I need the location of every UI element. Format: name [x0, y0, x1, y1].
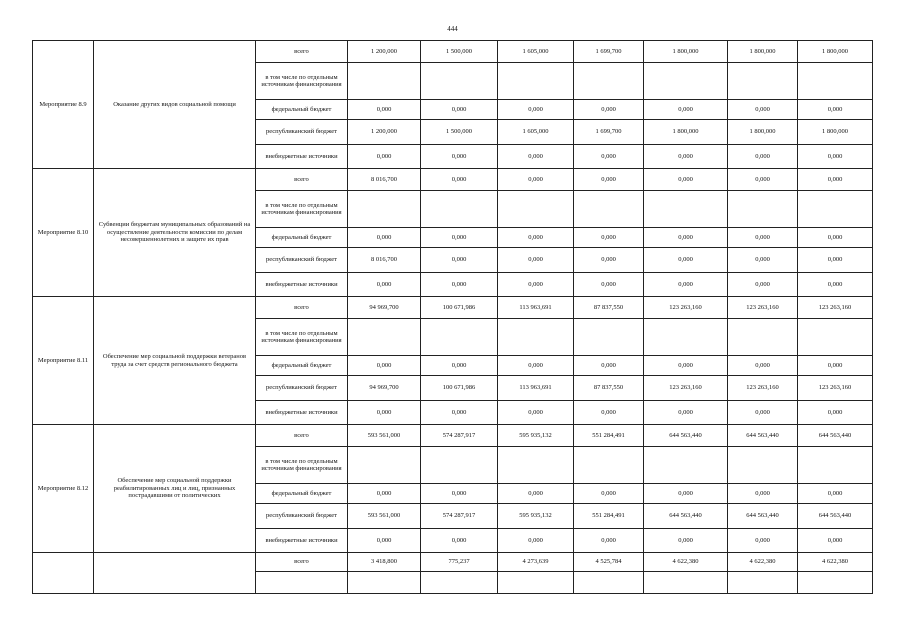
- amount-cell: 1 200,000: [348, 120, 421, 145]
- amount-cell: 0,000: [798, 169, 873, 191]
- amount-cell: 123 263,160: [644, 297, 728, 319]
- amount-cell: 0,000: [798, 273, 873, 297]
- amount-cell: 1 800,000: [728, 120, 798, 145]
- funding-source-label: республиканский бюджет: [256, 376, 348, 401]
- funding-source-label: внебюджетные источники: [256, 273, 348, 297]
- amount-cell: 0,000: [728, 169, 798, 191]
- amount-cell: 0,000: [421, 228, 498, 248]
- amount-cell: 0,000: [498, 529, 574, 553]
- amount-cell: [728, 191, 798, 228]
- amount-cell: [798, 63, 873, 100]
- amount-cell: 0,000: [728, 228, 798, 248]
- amount-cell: 0,000: [421, 356, 498, 376]
- amount-cell: 0,000: [498, 145, 574, 169]
- amount-cell: 551 284,491: [574, 504, 644, 529]
- funding-source-label: федеральный бюджет: [256, 100, 348, 120]
- amount-cell: [348, 191, 421, 228]
- amount-cell: [348, 447, 421, 484]
- amount-cell: [421, 63, 498, 100]
- amount-cell: 4 622,380: [728, 553, 798, 572]
- amount-cell: [574, 319, 644, 356]
- amount-cell: [421, 447, 498, 484]
- amount-cell: 1 500,000: [421, 41, 498, 63]
- amount-cell: 100 671,986: [421, 376, 498, 401]
- amount-cell: 8 016,700: [348, 169, 421, 191]
- amount-cell: 123 263,160: [728, 376, 798, 401]
- amount-cell: 0,000: [728, 401, 798, 425]
- amount-cell: 0,000: [644, 484, 728, 504]
- budget-table: [32, 40, 873, 594]
- table-row: [33, 425, 873, 447]
- amount-cell: [498, 63, 574, 100]
- page-number: 444: [447, 25, 458, 33]
- amount-cell: 0,000: [498, 356, 574, 376]
- empty-cell: [644, 572, 728, 594]
- amount-cell: 0,000: [728, 145, 798, 169]
- amount-cell: 0,000: [348, 273, 421, 297]
- empty-cell: [498, 572, 574, 594]
- amount-cell: [728, 319, 798, 356]
- amount-cell: [798, 191, 873, 228]
- amount-cell: 0,000: [574, 356, 644, 376]
- funding-source-label: всего: [256, 169, 348, 191]
- amount-cell: 1 699,700: [574, 41, 644, 63]
- amount-cell: 123 263,160: [798, 297, 873, 319]
- amount-cell: 1 800,000: [728, 41, 798, 63]
- funding-source-label: всего: [256, 297, 348, 319]
- amount-cell: 0,000: [644, 100, 728, 120]
- amount-cell: 8 016,700: [348, 248, 421, 273]
- amount-cell: 1 605,000: [498, 120, 574, 145]
- event-title: Обеспечение мер социальной поддержки реабилитированных лиц и лиц, признанных пострадавшими от политических: [94, 425, 256, 553]
- amount-cell: 113 963,691: [498, 376, 574, 401]
- amount-cell: 0,000: [574, 100, 644, 120]
- amount-cell: 0,000: [644, 228, 728, 248]
- amount-cell: 0,000: [644, 273, 728, 297]
- amount-cell: 0,000: [421, 100, 498, 120]
- amount-cell: 4 273,639: [498, 553, 574, 572]
- amount-cell: 3 418,800: [348, 553, 421, 572]
- amount-cell: 0,000: [574, 169, 644, 191]
- event-title: [94, 553, 256, 594]
- amount-cell: 100 671,986: [421, 297, 498, 319]
- amount-cell: 123 263,160: [644, 376, 728, 401]
- amount-cell: 551 284,491: [574, 425, 644, 447]
- amount-cell: 0,000: [728, 484, 798, 504]
- amount-cell: [574, 191, 644, 228]
- amount-cell: 1 800,000: [798, 41, 873, 63]
- funding-source-label: внебюджетные источники: [256, 145, 348, 169]
- amount-cell: 0,000: [498, 248, 574, 273]
- amount-cell: 644 563,440: [644, 504, 728, 529]
- amount-cell: [798, 447, 873, 484]
- funding-source-label: республиканский бюджет: [256, 248, 348, 273]
- amount-cell: 94 969,700: [348, 297, 421, 319]
- event-title: Субвенции бюджетам муниципальных образований на осуществление деятельности комиссии по делам несовершеннолетних и защите их прав: [94, 169, 256, 297]
- amount-cell: 0,000: [798, 529, 873, 553]
- amount-cell: 0,000: [421, 529, 498, 553]
- amount-cell: 593 561,000: [348, 425, 421, 447]
- amount-cell: 1 800,000: [644, 120, 728, 145]
- amount-cell: 644 563,440: [798, 425, 873, 447]
- amount-cell: 595 935,132: [498, 425, 574, 447]
- amount-cell: 0,000: [728, 248, 798, 273]
- amount-cell: 113 963,691: [498, 297, 574, 319]
- funding-source-label: федеральный бюджет: [256, 484, 348, 504]
- amount-cell: 123 263,160: [728, 297, 798, 319]
- funding-source-label: федеральный бюджет: [256, 356, 348, 376]
- funding-source-label: внебюджетные источники: [256, 401, 348, 425]
- amount-cell: 94 969,700: [348, 376, 421, 401]
- amount-cell: 4 525,784: [574, 553, 644, 572]
- amount-cell: 0,000: [574, 484, 644, 504]
- amount-cell: 0,000: [728, 356, 798, 376]
- funding-source-label: республиканский бюджет: [256, 120, 348, 145]
- amount-cell: 0,000: [798, 484, 873, 504]
- amount-cell: 0,000: [421, 145, 498, 169]
- empty-cell: [421, 572, 498, 594]
- funding-source-label: всего: [256, 425, 348, 447]
- amount-cell: 574 287,917: [421, 425, 498, 447]
- amount-cell: [728, 447, 798, 484]
- funding-source-label: всего: [256, 41, 348, 63]
- amount-cell: [348, 319, 421, 356]
- amount-cell: 1 699,700: [574, 120, 644, 145]
- amount-cell: [644, 319, 728, 356]
- funding-source-label: в том числе по отдельным источникам финансирования: [256, 191, 348, 228]
- amount-cell: 0,000: [421, 273, 498, 297]
- empty-cell: [348, 572, 421, 594]
- amount-cell: 0,000: [498, 401, 574, 425]
- amount-cell: 644 563,440: [644, 425, 728, 447]
- amount-cell: 0,000: [644, 356, 728, 376]
- amount-cell: 0,000: [498, 169, 574, 191]
- amount-cell: 0,000: [348, 529, 421, 553]
- amount-cell: [728, 63, 798, 100]
- funding-source-label: в том числе по отдельным источникам финансирования: [256, 63, 348, 100]
- amount-cell: 0,000: [348, 145, 421, 169]
- amount-cell: [348, 63, 421, 100]
- amount-cell: [574, 63, 644, 100]
- amount-cell: [644, 63, 728, 100]
- amount-cell: 0,000: [348, 100, 421, 120]
- amount-cell: 0,000: [798, 145, 873, 169]
- amount-cell: 1 605,000: [498, 41, 574, 63]
- amount-cell: 0,000: [498, 100, 574, 120]
- event-title: Обеспечение мер социальной поддержки ветеранов труда за счет средств регионального бюджета: [94, 297, 256, 425]
- funding-source-label: всего: [256, 553, 348, 572]
- amount-cell: 1 500,000: [421, 120, 498, 145]
- amount-cell: 87 837,550: [574, 297, 644, 319]
- amount-cell: 0,000: [348, 356, 421, 376]
- table-row: [33, 553, 873, 572]
- amount-cell: [644, 447, 728, 484]
- amount-cell: 0,000: [644, 169, 728, 191]
- amount-cell: 123 263,160: [798, 376, 873, 401]
- table-row: [33, 169, 873, 191]
- empty-cell: [798, 572, 873, 594]
- amount-cell: 0,000: [498, 228, 574, 248]
- amount-cell: [498, 447, 574, 484]
- amount-cell: 0,000: [574, 401, 644, 425]
- amount-cell: [498, 191, 574, 228]
- amount-cell: 1 200,000: [348, 41, 421, 63]
- empty-cell: [256, 572, 348, 594]
- amount-cell: 0,000: [728, 100, 798, 120]
- amount-cell: 644 563,440: [728, 425, 798, 447]
- amount-cell: 0,000: [574, 145, 644, 169]
- empty-cell: [728, 572, 798, 594]
- amount-cell: 644 563,440: [728, 504, 798, 529]
- amount-cell: 0,000: [574, 273, 644, 297]
- event-code: [33, 553, 94, 594]
- amount-cell: 0,000: [498, 273, 574, 297]
- amount-cell: 0,000: [728, 273, 798, 297]
- table-row: [33, 41, 873, 63]
- amount-cell: 0,000: [644, 529, 728, 553]
- amount-cell: 1 800,000: [644, 41, 728, 63]
- amount-cell: 0,000: [798, 401, 873, 425]
- funding-source-label: в том числе по отдельным источникам финансирования: [256, 447, 348, 484]
- amount-cell: 0,000: [728, 529, 798, 553]
- amount-cell: 0,000: [798, 228, 873, 248]
- amount-cell: 0,000: [574, 529, 644, 553]
- amount-cell: 644 563,440: [798, 504, 873, 529]
- event-code: Мероприятие 8.11: [33, 297, 94, 425]
- amount-cell: [421, 319, 498, 356]
- amount-cell: [421, 191, 498, 228]
- amount-cell: 0,000: [421, 169, 498, 191]
- amount-cell: 0,000: [798, 248, 873, 273]
- amount-cell: 0,000: [574, 228, 644, 248]
- funding-source-label: республиканский бюджет: [256, 504, 348, 529]
- amount-cell: 0,000: [644, 401, 728, 425]
- amount-cell: 4 622,380: [644, 553, 728, 572]
- event-code: Мероприятие 8.9: [33, 41, 94, 169]
- funding-source-label: внебюджетные источники: [256, 529, 348, 553]
- amount-cell: 0,000: [644, 145, 728, 169]
- funding-source-label: в том числе по отдельным источникам финансирования: [256, 319, 348, 356]
- empty-cell: [574, 572, 644, 594]
- amount-cell: 0,000: [348, 228, 421, 248]
- event-title: Оказание других видов социальной помощи: [94, 41, 256, 169]
- amount-cell: 1 800,000: [798, 120, 873, 145]
- amount-cell: 775,237: [421, 553, 498, 572]
- amount-cell: 0,000: [421, 401, 498, 425]
- amount-cell: 4 622,380: [798, 553, 873, 572]
- amount-cell: 574 287,917: [421, 504, 498, 529]
- amount-cell: [498, 319, 574, 356]
- event-code: Мероприятие 8.10: [33, 169, 94, 297]
- amount-cell: [574, 447, 644, 484]
- amount-cell: [644, 191, 728, 228]
- amount-cell: 0,000: [421, 484, 498, 504]
- event-code: Мероприятие 8.12: [33, 425, 94, 553]
- amount-cell: 593 561,000: [348, 504, 421, 529]
- table-row: [33, 297, 873, 319]
- amount-cell: 0,000: [798, 100, 873, 120]
- amount-cell: 0,000: [498, 484, 574, 504]
- amount-cell: 0,000: [574, 248, 644, 273]
- amount-cell: 0,000: [798, 356, 873, 376]
- amount-cell: 87 837,550: [574, 376, 644, 401]
- amount-cell: 0,000: [348, 484, 421, 504]
- amount-cell: [798, 319, 873, 356]
- amount-cell: 0,000: [348, 401, 421, 425]
- amount-cell: 0,000: [644, 248, 728, 273]
- funding-source-label: федеральный бюджет: [256, 228, 348, 248]
- amount-cell: 0,000: [421, 248, 498, 273]
- amount-cell: 595 935,132: [498, 504, 574, 529]
